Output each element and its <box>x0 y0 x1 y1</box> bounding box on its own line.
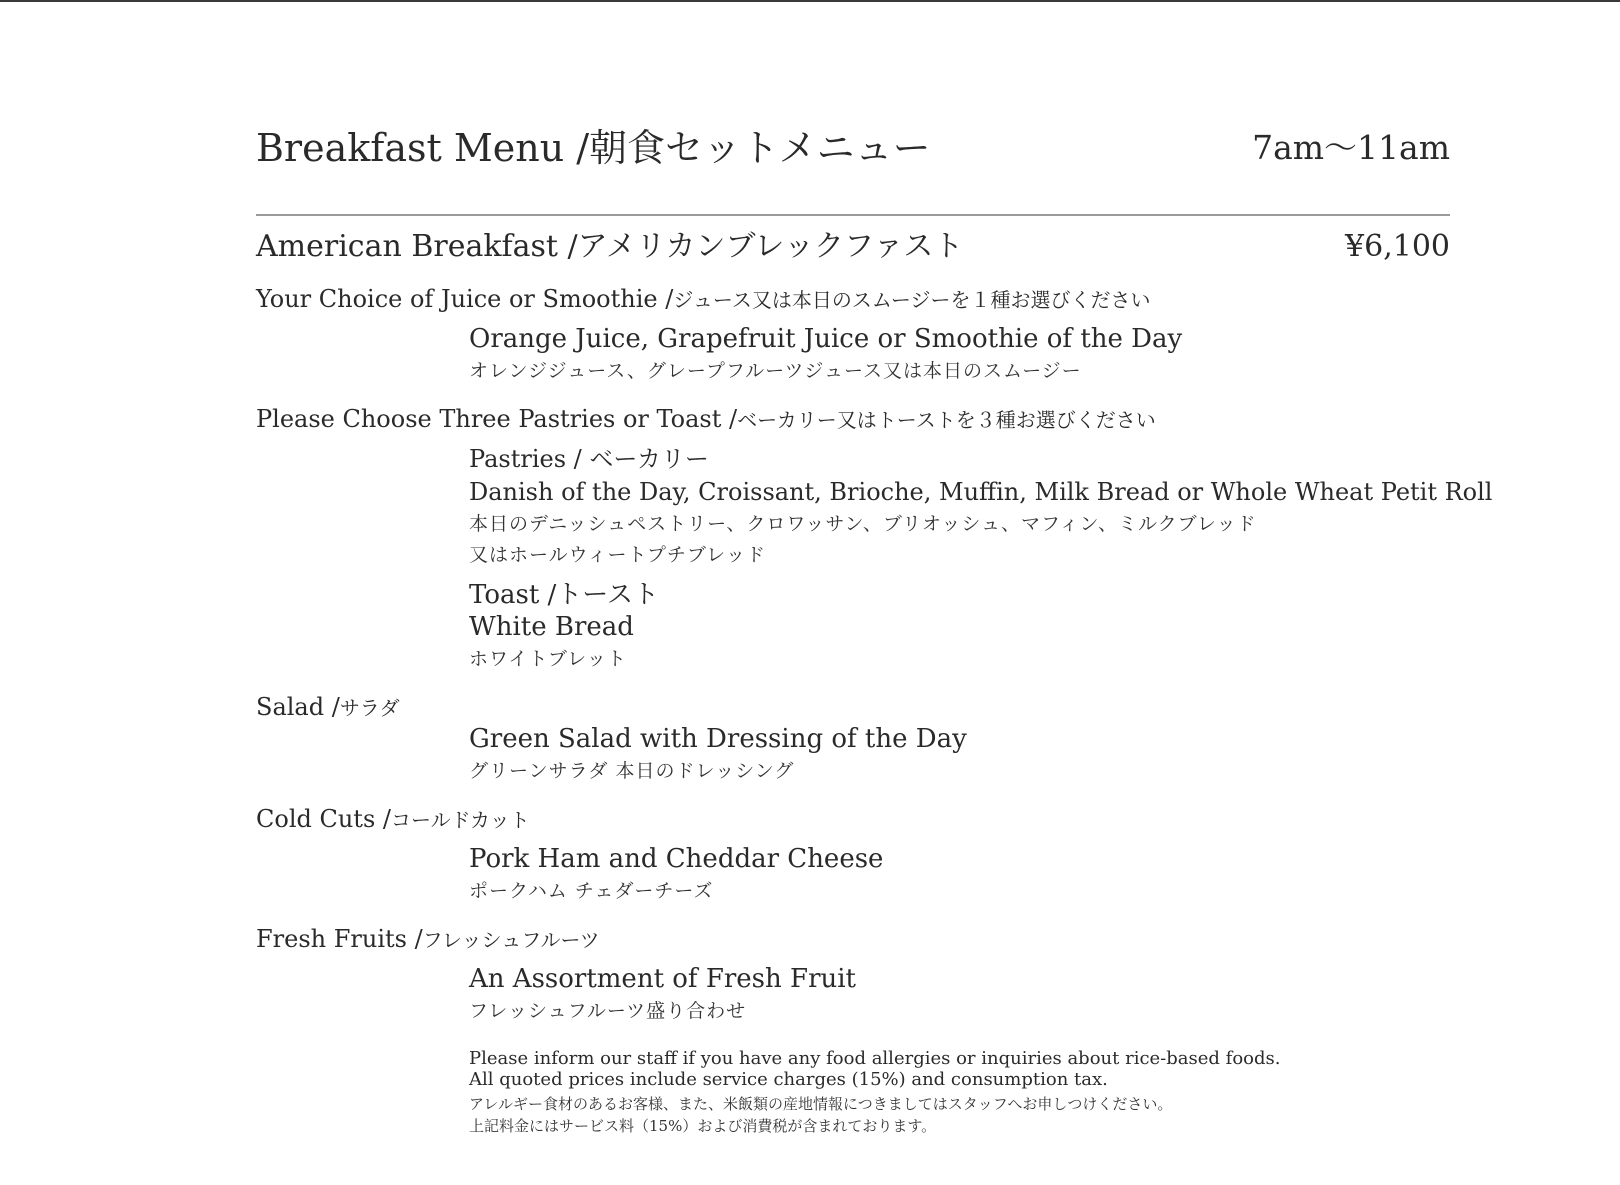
section-heading-ja: サラダ <box>339 696 400 720</box>
allergy-note-en: Please inform our staff if you have any food allergies or inquiries about rice-based foods. <box>469 1048 1281 1069</box>
fruits-item-en: An Assortment of Fresh Fruit <box>469 964 857 994</box>
section-heading-en: Salad / <box>256 693 340 721</box>
pricing-note-en: All quoted prices include service charges (15%) and consumption tax. <box>469 1069 1108 1090</box>
pastries-item-ja-line1: 本日のデニッシュペストリー、クロワッサン、ブリオッシュ、マフィン、ミルクブレッド <box>469 513 1257 535</box>
toast-item-ja: ホワイトブレット <box>469 648 627 670</box>
section-heading-cold-cuts <box>256 803 530 836</box>
salad-item-en: Green Salad with Dressing of the Day <box>469 724 967 754</box>
section-heading-ja: ジュース又は本日のスムージーを１種お選びください <box>673 288 1151 312</box>
header-divider <box>256 214 1450 216</box>
section-heading-fresh-fruits <box>256 923 600 956</box>
cold-cuts-item-en: Pork Ham and Cheddar Cheese <box>469 844 884 874</box>
pastries-label: Pastries / ベーカリー <box>469 445 709 473</box>
section-heading-ja: ベーカリー又はトーストを３種お選びください <box>737 408 1156 432</box>
pastries-item-ja-line2: 又はホールウィートプチブレッド <box>469 544 766 566</box>
section-heading-ja: フレッシュフルーツ <box>422 928 600 952</box>
pastries-item-en: Danish of the Day, Croissant, Brioche, Muffin, Milk Bread or Whole Wheat Petit Roll <box>469 478 1493 506</box>
section-heading-ja: コールドカット <box>390 808 530 832</box>
toast-label: Toast /トースト <box>469 580 659 610</box>
section-heading-bakery <box>256 403 1156 436</box>
set-price: ¥6,100 <box>1345 229 1450 264</box>
set-title-row <box>256 226 1450 268</box>
toast-item-en: White Bread <box>469 612 634 642</box>
section-heading-en: Cold Cuts / <box>256 805 391 833</box>
juice-item-en: Orange Juice, Grapefruit Juice or Smoothie of the Day <box>469 324 1183 354</box>
fruits-item-ja: フレッシュフルーツ盛り合わせ <box>469 1000 747 1022</box>
section-heading-juice <box>256 283 1151 316</box>
menu-header <box>256 124 1450 172</box>
serving-hours: 7am～11am <box>1252 128 1450 167</box>
juice-item-ja: オレンジジュース、グレープフルーツジュース又は本日のスムージー <box>469 360 1082 382</box>
section-heading-en: Fresh Fruits / <box>256 925 423 953</box>
top-border <box>0 0 1620 2</box>
set-title: American Breakfast /アメリカンブレックファスト <box>256 229 964 264</box>
section-heading-en: Your Choice of Juice or Smoothie / <box>256 285 674 313</box>
menu-title: Breakfast Menu /朝食セットメニュー <box>256 126 931 170</box>
section-heading-en: Please Choose Three Pastries or Toast / <box>256 405 738 433</box>
salad-item-ja: グリーンサラダ 本日のドレッシング <box>469 760 795 782</box>
cold-cuts-item-ja: ポークハム チェダーチーズ <box>469 880 714 902</box>
section-heading-salad <box>256 691 400 724</box>
allergy-note-ja: アレルギー食材のあるお客様、また、米飯類の産地情報につきましてはスタッフへお申しつけください。 <box>469 1095 1173 1113</box>
pricing-note-ja: 上記料金にはサービス料（15%）および消費税が含まれております。 <box>469 1117 937 1135</box>
